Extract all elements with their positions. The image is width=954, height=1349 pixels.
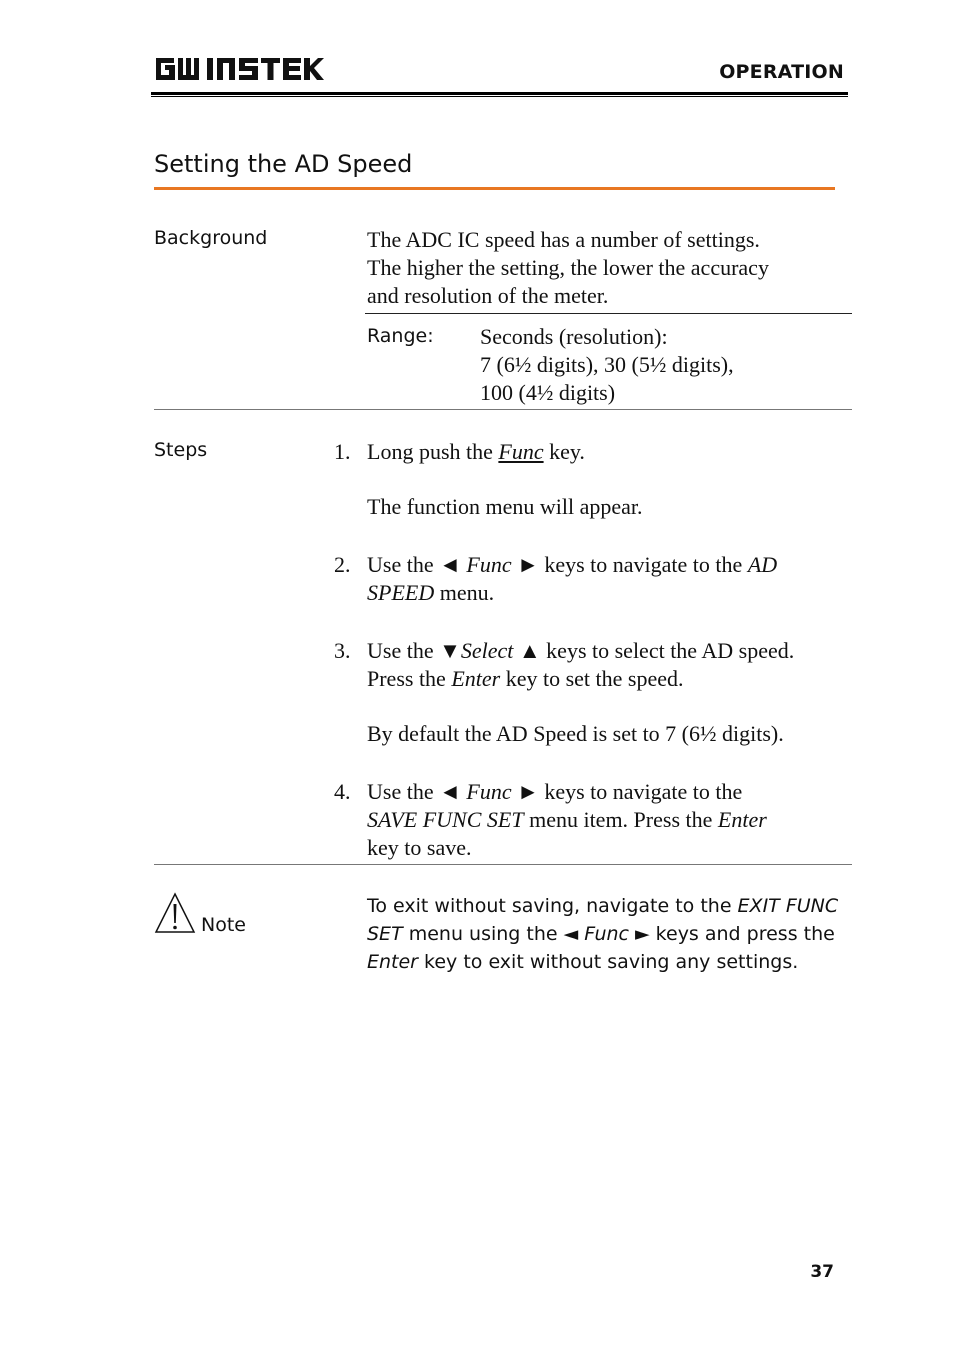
step-2-text: Use the ◄ Func ► keys to navigate to the AD SPEED menu. [367, 552, 778, 605]
page-number: 37 [810, 1262, 834, 1282]
steps-divider [154, 864, 852, 865]
logo-graphic [154, 52, 324, 86]
range-divider [365, 313, 852, 314]
background-line-1: The ADC IC speed has a number of settings. [367, 227, 760, 252]
gw-instek-logo [154, 52, 324, 86]
step-1-number: 1. [334, 439, 351, 464]
step-1-text: Long push the Func key. The function menu will appear. [367, 438, 847, 521]
step-3-text: Use the ▼Select ▲ keys to select the AD speed. Press the Enter key to set the speed. By default the AD Speed is set to 7 (6½ digits). [367, 637, 857, 748]
step-3-number: 3. [334, 638, 351, 663]
step-1-result: The function menu will appear. [367, 494, 643, 519]
background-line-3: and resolution of the meter. [367, 283, 609, 308]
range-line-1: Seconds (resolution): [480, 324, 668, 349]
note-text: To exit without saving, navigate to the EXIT FUNC SET menu using the ◄ Func ► keys and press the Enter key to exit without saving any settings. [367, 895, 839, 973]
range-label: Range: [367, 325, 434, 347]
page-title: Setting the AD Speed [154, 150, 413, 178]
range-line-3: 100 (4½ digits) [480, 380, 616, 405]
header-section-label: OPERATION [719, 61, 844, 83]
header-rule [151, 92, 848, 95]
steps-label: Steps [154, 439, 208, 461]
func-key-ref: Func [498, 439, 544, 464]
background-line-2: The higher the setting, the lower the accuracy [367, 255, 769, 280]
background-label: Background [154, 227, 268, 249]
step-4-number: 4. [334, 779, 351, 804]
background-text [367, 226, 852, 310]
note-label: Note [201, 914, 246, 936]
section-divider [154, 409, 852, 410]
range-line-2: 7 (6½ digits), 30 (5½ digits), [480, 352, 734, 377]
warning-icon [154, 892, 196, 934]
step-3-default: By default the AD Speed is set to 7 (6½ digits). [367, 721, 784, 746]
step-2-number: 2. [334, 552, 351, 577]
range-values [480, 323, 850, 407]
step-4-text: Use the ◄ Func ► keys to navigate to the SAVE FUNC SET menu item. Press the Enter key to save. [367, 779, 767, 860]
header-rule-thin [151, 96, 848, 97]
title-underline [154, 187, 835, 190]
